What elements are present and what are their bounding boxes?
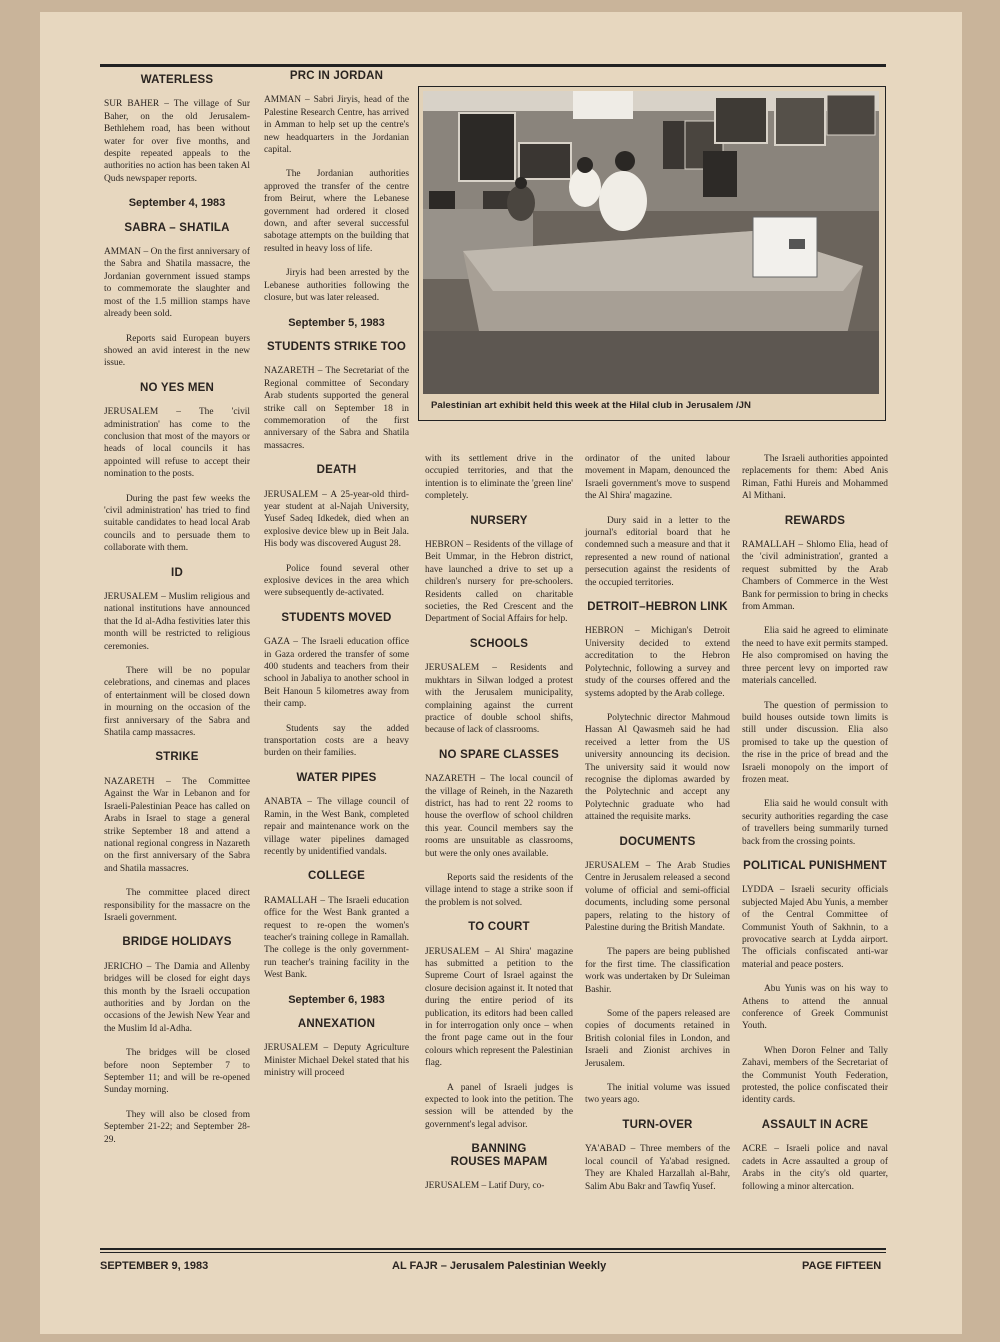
headline-political-punishment: POLITICAL PUNISHMENT	[743, 859, 887, 872]
headline-to-court: TO COURT	[468, 921, 530, 934]
headline-no-yes-men: NO YES MEN	[140, 381, 214, 394]
article-text: Polytechnic director Mahmoud Hassan Al Qawasmeh said he had received a letter from the US university announcing its decision. The university said it would now recognise the diplomas awarded by the Polytechnic and accept any Polytechnic graduate who had attained the requisite marks.	[585, 712, 730, 823]
article-text: There will be no popular celebrations, and cinemas and places of entertainment will be closed down in mourning on the occasion of the first anniversary of the Sabra and Shatila camp massacres.	[104, 666, 250, 739]
column-3	[425, 453, 573, 1193]
article-text: The question of permission to build houses outside town limits is still under discussion. Elia also promised to take up the question of the rise in the price of bread and the Israeli monopoly on the import of frozen meat.	[742, 700, 888, 785]
article-text: JERUSALEM – A 25-year-old third-year student at al-Najah University, Yusef Sadeq Idkedek, died when an explosive device blew up in Beit Jala. His body was discovered August 28.	[264, 489, 409, 550]
article-text: ordinator of the united labour movement in Mapam, denounced the Israeli government's move to suspend the Al Shira' magazine.	[585, 454, 730, 502]
column-4	[585, 453, 730, 1193]
article-text: Police found several other explosive devices in the area which were subsequently de-activated.	[264, 563, 409, 599]
article-text: Dury said in a letter to the journal's editorial board that he condemned such a measure and that it represented a new round of national persecution against the residents of the occupied territories.	[585, 515, 730, 588]
article-text: RAMALLAH – The Israeli education office for the West Bank granted a request to re-open the women's teacher's training college in Ramallah. The college is the only government-run teacher's training facility in the West Bank.	[264, 895, 409, 981]
bottom-rule	[100, 1248, 886, 1250]
footer-date: SEPTEMBER 9, 1983	[100, 1260, 209, 1272]
article-text: When Doron Felner and Tally Zahavi, members of the Secretariat of the Communist Youth Federation, protested, the police confiscated their identity cards.	[742, 1045, 888, 1106]
article-text: JERUSALEM – Muslim religious and national institutions have announced that the Id al-Adha festivities later this month will be restricted to religious ceremonies.	[104, 592, 250, 652]
headline-annexation: ANNEXATION	[297, 1017, 376, 1030]
photo-caption: Palestinian art exhibit held this week at the Hilal club in Jerusalem /JN	[431, 400, 751, 411]
bottom-rule-thin	[100, 1252, 886, 1253]
article-text: JERUSALEM – The 'civil administration' has come to the conclusion that most of the mayors or heads of local councils it has appointed will refuse to accept their nomination to the posts.	[104, 407, 250, 480]
article-text: JERUSALEM – Al Shira' magazine has submitted a petition to the Supreme Court of Israel against the closure decision against it. It noted that during the entire period of its publication, its editors had been called in for interrogation only once – when the front page came out in the four colours which represent the Palestinian flag.	[425, 946, 573, 1069]
article-text: with its settlement drive in the occupied territories, and that the intention is to eliminate the 'green line' completely.	[425, 454, 573, 502]
article-text: They will also be closed from September 21-22; and September 28-29.	[104, 1109, 250, 1145]
article-text: AMMAN – On the first anniversary of the Sabra and Shatila massacre, the Jordanian government issued stamps to commemorate the slaughter and most of the 1.5 million stamps have already been sold.	[104, 247, 250, 320]
article-text: The bridges will be closed before noon September 7 to September 11; and will be re-opened Sunday morning.	[104, 1048, 250, 1096]
article-text: AMMAN – Sabri Jiryis, head of the Palestine Research Centre, has arrived in Amman to help set up the centre's new headquarters in the Jordanian capital.	[264, 95, 409, 156]
article-text: The initial volume was issued two years ago.	[585, 1083, 730, 1106]
article-text: The papers are being published for the first time. The classification work was undertaken by Dr Suleiman Bashir.	[585, 947, 730, 995]
headline-students-moved: STUDENTS MOVED	[281, 611, 392, 624]
article-text: GAZA – The Israeli education office in Gaza ordered the transfer of some 400 students and teachers from their school in Jabaliya to another school in Beit Hanoun 5 kilometres away from their camp.	[264, 637, 409, 710]
article-text: Students say the added transportation costs are a heavy burden on their families.	[264, 723, 409, 759]
article-text: HEBRON – Michigan's Detroit University decided to extend accreditation to the Hebron Polytechnic, following a survey and study of the courses offered and the systems adopted by the Arab college.	[585, 626, 730, 699]
headline-strike: STRIKE	[155, 751, 199, 764]
exhibit-photo	[423, 91, 879, 394]
article-text: RAMALLAH – Shlomo Elia, head of the 'civil administration', granted a request submitted by the Arab Chambers of Commerce in the West Bank for permission to bring in checks from Amman.	[742, 540, 888, 613]
article-text: HEBRON – Residents of the village of Beit Ummar, in the Hebron district, have launched a drive to set up a children's nursery for pre-schoolers. Residents called on charitable societies, the Red Crescent and the Department of Social Affairs for help.	[425, 540, 573, 625]
article-text: NAZARETH – The Secretariat of the Regional committee of Secondary Arab students supported the general strike call on September 18 in commemoration of the first anniversary of the Sabra and Shatila massacres.	[264, 366, 409, 451]
headline-detroit-hebron: DETROIT–HEBRON LINK	[587, 601, 728, 614]
article-text: ACRE – Israeli police and naval cadets in Acre assaulted a group of Arabs in the city's old quarter, following a minor altercation.	[742, 1144, 888, 1192]
headline-id: ID	[171, 566, 183, 579]
article-text: JERUSALEM – The Arab Studies Centre in Jerusalem released a second volume of official and semi-official documents, including some personal papers, relating to the history of Palestine during the British Mandate.	[585, 860, 730, 933]
article-text: Elia said he would consult with security authorities regarding the case of travellers being summarily turned back from the crossing points.	[742, 799, 888, 847]
headline-water-pipes: WATER PIPES	[296, 771, 377, 784]
article-text: JERUSALEM – Residents and mukhtars in Silwan lodged a protest with the Jerusalem municipality, complaining against the current practice of double school shifts, because of lack of classrooms.	[425, 663, 573, 736]
headline-documents: DOCUMENTS	[619, 835, 696, 848]
article-text: Elia said he agreed to eliminate the need to have exit permits stamped. He also compromised on having the three percent levy on imported raw materials cancelled.	[742, 626, 888, 687]
article-text: NAZARETH – The Committee Against the War in Lebanon and for Israeli-Palestinian Peace has called on Arabs in Israel to stage a general strike September 18 and attend a national regional congress in Nazareth on the first anniversary of the Sabra and Shatila massacres.	[104, 776, 250, 874]
article-text: The Jordanian authorities approved the transfer of the centre from Beirut, where the Lebanese government had ordered it closed down, and after several successful sabotage attempts on the building that resulted in heavy loss of life.	[264, 169, 409, 254]
footer-page-number: PAGE FIFTEEN	[802, 1260, 882, 1272]
article-text: The committee placed direct responsibility for the massacre on the Israeli government.	[104, 888, 250, 923]
headline-sabra-shatila: SABRA – SHATILA	[124, 221, 230, 234]
headline-no-spare-classes: NO SPARE CLASSES	[439, 748, 559, 761]
headline-bridge-holidays: BRIDGE HOLIDAYS	[122, 936, 232, 949]
column-1	[104, 74, 250, 1158]
headline-prc-in-jordan: PRC IN JORDAN	[289, 70, 384, 82]
article-text: LYDDA – Israeli security officials subjected Majed Abu Yunis, a member of the Central Committee of Communist Youth of Sakhnin, to a provocative search at Lydda airport. The officials confiscated anti-war material and peace posters.	[742, 885, 888, 970]
headline-schools: SCHOOLS	[469, 637, 529, 650]
article-text: During the past few weeks the 'civil administration' has tried to find suitable candidates to head local Arab councils and to persuade them to collaborate with them.	[104, 493, 250, 554]
article-text: Some of the papers released are copies of documents retained in British colonial files in London, and Israeli and Zionist archives in Jerusalem.	[585, 1009, 730, 1069]
article-text: SUR BAHER – The village of Sur Baher, on the old Jerusalem-Bethlehem road, has been without water for over five months, and despite repeated appeals to the authorities no action has been taken Al Quds newspaper reports.	[104, 99, 250, 184]
article-text: Jiryis had been arrested by the Lebanese authorities following the closure, but was later released.	[264, 268, 409, 304]
headline-turn-over: TURN-OVER	[622, 1118, 693, 1131]
article-text: NAZARETH – The local council of the village of Reineh, in the Nazareth district, has had to rent 22 rooms to house the overflow of school children this year. Council members say the rooms are unsuitable as classrooms, but were the only ones available.	[425, 774, 573, 859]
article-text: A panel of Israeli judges is expected to look into the petition. The session will be attended by the government's legal advisor.	[425, 1082, 573, 1130]
headline-assault-in-acre: ASSAULT IN ACRE	[761, 1118, 869, 1131]
footer-masthead: AL FAJR – Jerusalem Palestinian Weekly	[392, 1260, 607, 1272]
photo-frame	[418, 86, 886, 421]
headline-nursery: NURSERY	[470, 514, 528, 527]
headline-college: COLLEGE	[308, 870, 365, 883]
article-text: JERUSALEM – Deputy Agriculture Minister Michael Dekel stated that his ministry will proceed	[264, 1043, 409, 1079]
article-text: Reports said European buyers showed an avid interest in the new issue.	[104, 333, 250, 369]
headline-rewards: REWARDS	[784, 514, 846, 527]
headline-waterless: WATERLESS	[140, 74, 214, 86]
top-rule	[100, 64, 886, 67]
article-text: ANABTA – The village council of Ramin, in the West Bank, completed repair and maintenance work on the village water pipelines damaged recently by unidentified vandals.	[264, 797, 409, 857]
article-text: Abu Yunis was on his way to Athens to attend the annual conference of Greek Communist Youth.	[742, 984, 888, 1032]
dateline: September 5, 1983	[288, 316, 385, 329]
column-2	[264, 70, 409, 1080]
article-text: The Israeli authorities appointed replacements for them: Abed Anis Riman, Fathi Hureis and Mohammed Al Mithani.	[742, 454, 888, 502]
dateline: September 6, 1983	[288, 993, 385, 1006]
article-text: YA'ABAD – Three members of the local council of Ya'abad resigned. They are Khaled Harzallah al-Bahr, Salim Abu Bakr and Tawfiq Yusef.	[585, 1144, 730, 1192]
article-text: Reports said the residents of the village intend to stage a strike soon if the problem is not solved.	[425, 872, 573, 908]
article-text: JERUSALEM – Latif Dury, co-	[425, 1181, 545, 1192]
headline-death: DEATH	[316, 464, 357, 477]
article-text: JERICHO – The Damia and Allenby bridges will be closed for eight days this month by the Israeli occupation authorities and by Jordan on the occasions of the Jewish New Year and the Muslim Id al-Adha.	[104, 961, 250, 1034]
column-5	[742, 453, 888, 1193]
headline-students-strike: STUDENTS STRIKE TOO	[266, 340, 407, 353]
headline-banning-rouses-mapam: BANNING ROUSES MAPAM	[450, 1143, 548, 1168]
dateline: September 4, 1983	[128, 197, 226, 210]
